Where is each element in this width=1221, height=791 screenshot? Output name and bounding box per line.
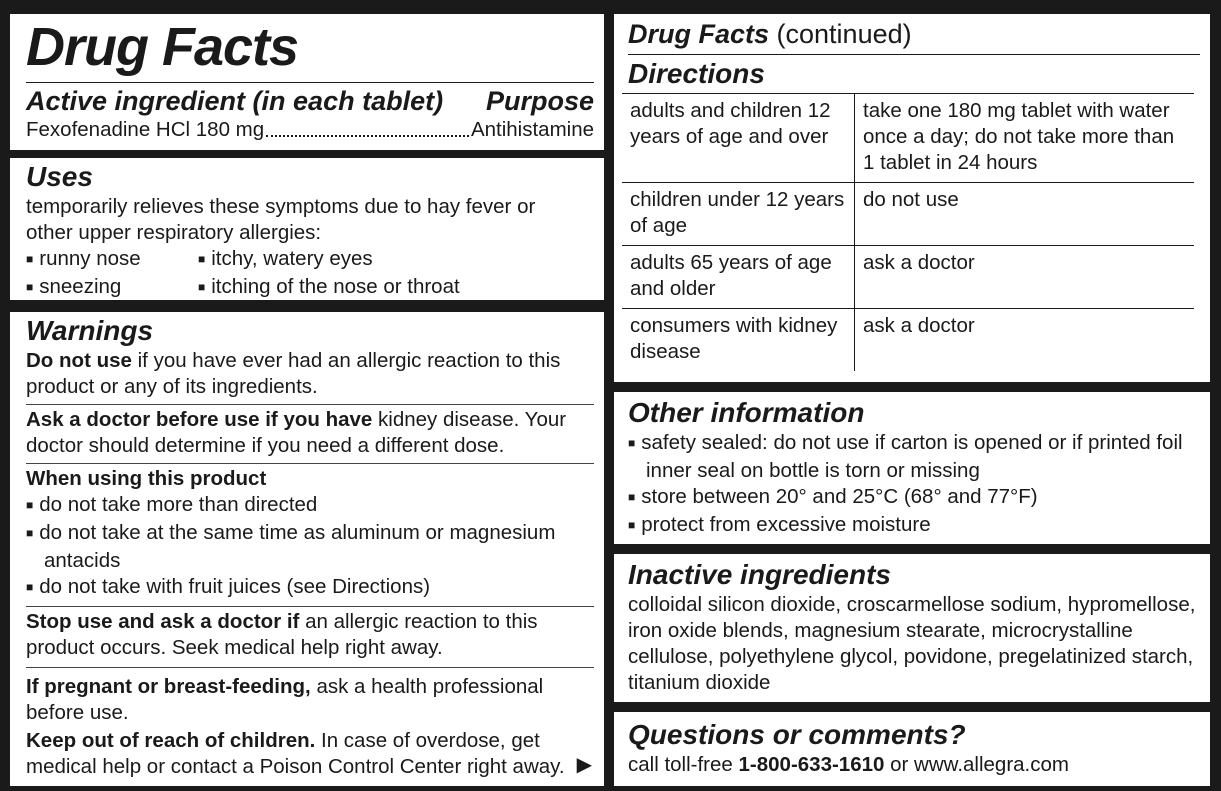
directions-panel [614, 14, 1210, 382]
page-title: Drug Facts [26, 17, 299, 77]
questions-heading: Questions or comments? [628, 719, 966, 750]
other-info-bullet: ■ protect from excessive moisture [628, 512, 1200, 540]
do-not-use-warning: Do not use if you have ever had an allergic reaction to this product or any of its ingredients. [26, 349, 561, 398]
directions-table [622, 93, 1194, 371]
warnings-panel [10, 312, 604, 786]
inactive-ingredients-list: colloidal silicon dioxide, croscarmellose sodium, hypromellose, iron oxide blends, magnesium stearate, microcrystalline cellulose, polyethylene glycol, povidone, pregelatinized starch, titanium dioxide [628, 593, 1196, 694]
table-row [622, 94, 1194, 183]
uses-bullet: ■ sneezing [26, 274, 198, 300]
active-ingredient-panel [10, 14, 604, 150]
directions-what: take one 180 mg tablet with water once a day; do not take more than 1 tablet in 24 hours [855, 94, 1195, 183]
contact-line: call toll-free 1-800-633-1610 or www.allegra.com [628, 753, 1069, 776]
when-using-bullet: ■ do not take at the same time as aluminum or magnesium antacids [26, 520, 584, 574]
table-row [622, 309, 1194, 372]
uses-intro: temporarily relieves these symptoms due to hay fever or other upper respiratory allergies: [26, 195, 536, 244]
uses-bullet: ■ runny nose [26, 246, 198, 274]
directions-who: consumers with kidney disease [622, 309, 855, 372]
directions-heading: Directions [628, 58, 765, 89]
directions-who: adults 65 years of age and older [622, 246, 855, 309]
table-row [622, 246, 1194, 309]
other-information-heading: Other information [628, 397, 865, 428]
leader-dots [266, 135, 469, 137]
purpose-heading: Purpose [485, 86, 594, 116]
directions-who: children under 12 years of age [622, 183, 855, 246]
uses-panel [10, 158, 604, 300]
inactive-ingredients-heading: Inactive ingredients [628, 559, 891, 590]
keep-out-of-reach-warning: Keep out of reach of children. In case of overdose, get medical help or contact a Poison Control Center right away. ▶ [26, 729, 592, 778]
uses-bullet: ■ itchy, watery eyes [198, 246, 594, 274]
other-information-panel [614, 392, 1210, 544]
purpose-value: Antihistamine [470, 118, 594, 141]
directions-what: do not use [855, 183, 1195, 246]
when-using-bullet: ■ do not take with fruit juices (see Directions) [26, 574, 594, 602]
inactive-ingredients-panel [614, 554, 1210, 702]
when-using-heading: When using this product [26, 467, 267, 490]
pregnancy-warning: If pregnant or breast-feeding, ask a health professional before use. [26, 675, 544, 724]
ask-doctor-warning: Ask a doctor before use if you have kidney disease. Your doctor should determine if you need a different dose. [26, 408, 567, 457]
questions-panel [614, 712, 1210, 786]
other-info-bullet: ■ store between 20° and 25°C (68° and 77°F) [628, 484, 1200, 512]
stop-use-warning: Stop use and ask a doctor if an allergic reaction to this product occurs. Seek medical help right away. [26, 610, 538, 659]
other-info-bullet: ■ safety sealed: do not use if carton is opened or if printed foil inner seal on bottle is torn or missing [628, 430, 1191, 484]
directions-what: ask a doctor [855, 246, 1195, 309]
uses-heading: Uses [26, 161, 93, 192]
continued-title: Drug Facts (continued) [628, 19, 912, 49]
phone-number: 1-800-633-1610 [738, 753, 885, 776]
directions-what: ask a doctor [855, 309, 1195, 372]
warnings-heading: Warnings [26, 315, 154, 346]
directions-who: adults and children 12 years of age and over [622, 94, 855, 183]
active-ingredient-heading: Active ingredient (in each tablet) [26, 86, 444, 116]
uses-bullet: ■ itching of the nose or throat [198, 274, 594, 300]
active-ingredient: Fexofenadine HCl 180 mg [26, 118, 265, 141]
table-row [622, 183, 1194, 246]
when-using-bullet: ■ do not take more than directed [26, 492, 594, 520]
continued-arrow-icon: ▶ [576, 754, 592, 776]
